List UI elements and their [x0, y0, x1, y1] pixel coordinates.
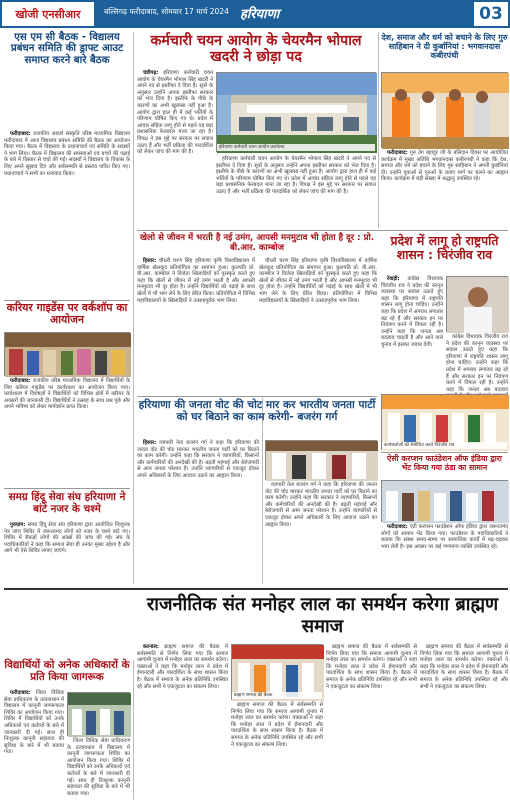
press-meet-photo-image — [266, 441, 378, 481]
hindu-text: समग्र हिंदू सेवा संघ हरियाणा द्वारा आयोजित निःशुल्क नेत्र जांच शिविर में जरूरतमंद लोगों को नजर के चश्मे बांटे गए। शिविर में सैकड़ों लोगों की आंखों की जांच की गई। संघ के पदाधिकारियों ने कहा कि समाज सेवा ही उनका मुख्य उद्देश्य है और आगे भी ऐसे शिविर लगाए जाएंगे। — [4, 522, 130, 555]
brahmin-body-col3 — [326, 644, 417, 798]
newspaper-logo: खोजी एनसीआर — [0, 0, 96, 28]
hindu-headline: समग्र हिंदू सेवा संघ हरियाणा ने बांटे नजर के चश्मे — [8, 491, 126, 515]
kabir-dateline: फरीदाबाद: — [387, 150, 408, 156]
masthead — [0, 0, 510, 28]
cyber-text: एंटी करप्शन फाउंडेशन ऑफ इंडिया द्वारा जरूरतमंद लोगों को सामान भेंट किया गया। फाउंडेशन के पदाधिकारियों ने बताया कि संस्था समय-समय पर सामाजिक कार्यों में बढ़-चढ़कर भाग लेती है। इस अवसर पर कई गणमान्य व्यक्ति उपस्थित रहे। — [381, 524, 508, 550]
career-text: राजकीय वरिष्ठ माध्यमिक विद्यालय में विद्यार्थियों के लिए करियर गाइडेंस पर कार्यशाला का आयोजन किया गया। कार्यशाला में विशेषज्ञों ने विद्यार्थियों को विभिन्न क्षेत्रों में करियर के अवसरों की जानकारी दी। विद्यार्थियों ने उत्साह के साथ प्रश्न पूछे और अपने भविष्य को लेकर मार्गदर्शन प्राप्त किया। — [4, 378, 130, 411]
sms-dateline: फरीदाबाद: — [10, 131, 31, 137]
students-dateline: फरीदाबाद: — [10, 690, 31, 696]
cyber-dateline: फरीदाबाद: — [387, 524, 408, 530]
column-divider — [133, 660, 134, 800]
commission-text-cont: हरियाणा कर्मचारी चयन आयोग के चेयरमैन भोपाल सिंह खदरी ने अपने पद से इस्तीफा दे दिया है। सूत्रों के अनुसार उन्होंने अपना इस्तीफा सरकार को भेज दिया है। इस्तीफे के पीछे के कारणों का अभी खुलासा नहीं हुआ है। आयोग द्वारा हाल ही में कई भर्तियों के परिणाम घोषित किए गए थे। प्रदेश में आचार संहिता लागू होने से पहले यह बड़ा प्रशासनिक फेरबदल माना जा रहा है। विपक्ष ने इस मुद्दे पर सरकार पर सवाल उठाए हैं और भर्ती प्रक्रिया की पारदर्शिता को लेकर जांच की मांग की है। — [216, 156, 376, 195]
sms-headline: एस एम सी बैठक - विद्यालय प्रबंधन समिति की ड्राफ्ट आउट समाप्त करने बारे बैठक — [10, 32, 124, 66]
students-body-col2 — [67, 738, 130, 798]
sports-body-col2 — [259, 258, 377, 394]
career-photo — [4, 332, 130, 376]
commission-dateline: चंडीगढ़: — [143, 70, 159, 76]
sports-dateline: हिसार: — [143, 258, 157, 264]
president-body-col1 — [381, 276, 443, 392]
president-headline: प्रदेश में लागू हो राष्ट्रपति शासन : चिरंजीव राव — [390, 233, 499, 262]
commission-body-col1 — [137, 70, 213, 228]
page-number: 03 — [474, 2, 508, 26]
brahmin-photo-caption: ब्राह्मण समाज की बैठक — [232, 692, 322, 700]
separator — [137, 396, 377, 397]
separator — [4, 588, 508, 590]
students-text: जिला विधिक सेवा प्राधिकरण के तत्वावधान में विद्यालय में कानूनी जागरूकता शिविर का आयोजन किया गया। शिविर में विद्यार्थियों को उनके अधिकारों एवं कर्तव्यों के बारे में जानकारी दी गई। साथ ही निःशुल्क कानूनी सहायता की सुविधा के बारे में भी बताया गया। — [4, 690, 64, 756]
column-divider — [262, 398, 263, 584]
vote-body-col2 — [265, 482, 377, 584]
sms-body — [4, 131, 130, 299]
president-rally-photo — [381, 394, 508, 450]
cyber-body — [381, 524, 508, 584]
date-line: बल्लिगढ़ फरीदाबाद, सोमवार 17 मार्च 2024 — [104, 7, 229, 16]
sms-text: राजकीय आदर्श संस्कृति वरिष्ठ माध्यमिक विद्यालय फरीदाबाद में आज विद्यालय प्रबंधन समिति की बैठक का आयोजन किया गया। बैठक में विद्यालय के प्रधानाचार्य एवं समिति के सदस्यों ने भाग लिया। बैठक में विद्यालय की समस्याओं एवं बच्चों की पढ़ाई के बारे में विस्तार से चर्चा की गई। सदस्यों ने विद्यालय के विकास के लिए अपने सुझाव दिए और सर्वसम्मति से प्रस्ताव पारित किए गए। प्रधानाचार्य ने सभी का धन्यवाद किया। — [4, 131, 130, 177]
sports-text-cont: चौधरी चरण सिंह हरियाणा कृषि विश्वविद्यालय में वार्षिक खेलकूद प्रतियोगिता का समापन हुआ। कुलपति प्रो. बी.आर. काम्बोज ने विजेता खिलाड़ियों को पुरस्कृत करते हुए कहा कि खेलों से जीवन में नई उमंग भरती है और आपसी मनमुटाव भी दूर होता है। उन्होंने विद्यार्थियों को पढ़ाई के साथ खेलों में भी भाग लेने के लिए प्रेरित किया। प्रतियोगिता में विभिन्न महाविद्यालयों के खिलाड़ियों ने उत्साहपूर्वक भाग लिया। — [259, 258, 377, 304]
students-headline: विद्यार्थियों को अनेक अधिकारों के प्रति किया जागरूक — [4, 659, 130, 683]
kabir-body — [381, 150, 508, 228]
separator — [381, 452, 508, 453]
sports-headline: खेलो से जीवन में भरती है नई उमंग, आपसी मनमुटाव भी होता है दूर : प्रो. बी.आर. काम्बोज — [140, 233, 374, 253]
sms-photo — [4, 84, 130, 130]
brahmin-text: ब्राह्मण समाज की बैठक में सर्वसम्मति से निर्णय लिया गया कि समाज आगामी चुनाव में मनोहर लाल का समर्थन करेगा। वक्ताओं ने कहा कि मनोहर लाल ने प्रदेश में ईमानदारी और पारदर्शिता के साथ शासन किया है। बैठक में समाज के अनेक प्रतिनिधि उपस्थित रहे और सभी ने एकजुटता का संकल्प लिया। — [137, 644, 229, 690]
separator — [137, 230, 508, 231]
separator — [4, 488, 130, 489]
vote-photo — [265, 440, 377, 480]
brahmin-text-cont: ब्राह्मण समाज की बैठक में सर्वसम्मति से निर्णय लिया गया कि समाज आगामी चुनाव में मनोहर लाल का समर्थन करेगा। वक्ताओं ने कहा कि मनोहर लाल ने प्रदेश में ईमानदारी और पारदर्शिता के साथ शासन किया है। बैठक में समाज के अनेक प्रतिनिधि उपस्थित रहे और सभी ने एकजुटता का संकल्प लिया। — [231, 702, 323, 748]
president-photo-caption: कार्यकर्ताओं को संबोधित करते चिरंजीव राव — [382, 442, 507, 450]
commission-text: हरियाणा कर्मचारी चयन आयोग के चेयरमैन भोपाल सिंह खदरी ने अपने पद से इस्तीफा दे दिया है। सूत्रों के अनुसार उन्होंने अपना इस्तीफा सरकार को भेज दिया है। इस्तीफे के पीछे के कारणों का अभी खुलासा नहीं हुआ है। आयोग द्वारा हाल ही में कई भर्तियों के परिणाम घोषित किए गए थे। प्रदेश में आचार संहिता लागू होने से पहले यह बड़ा प्रशासनिक फेरबदल माना जा रहा है। विपक्ष ने इस मुद्दे पर सरकार पर सवाल उठाए हैं और भर्ती प्रक्रिया की पारदर्शिता को लेकर जांच की मांग की है। — [137, 70, 213, 156]
students-photo — [67, 692, 130, 736]
students-text-cont: जिला विधिक सेवा प्राधिकरण के तत्वावधान में विद्यालय में कानूनी जागरूकता शिविर का आयोजन किया गया। शिविर में विद्यार्थियों को उनके अधिकारों एवं कर्तव्यों के बारे में जानकारी दी गई। साथ ही निःशुल्क कानूनी सहायता की सुविधा के बारे में भी बताया गया। — [67, 738, 130, 797]
sports-text: चौधरी चरण सिंह हरियाणा कृषि विश्वविद्यालय में वार्षिक खेलकूद प्रतियोगिता का समापन हुआ। कुलपति प्रो. बी.आर. काम्बोज ने विजेता खिलाड़ियों को पुरस्कृत करते हुए कहा कि खेलों से जीवन में नई उमंग भरती है और आपसी मनमुटाव भी दूर होता है। उन्होंने विद्यार्थियों को पढ़ाई के साथ खेलों में भी भाग लेने के लिए प्रेरित किया। प्रतियोगिता में विभिन्न महाविद्यालयों के खिलाड़ियों ने उत्साहपूर्वक भाग लिया। — [137, 258, 255, 304]
kabir-headline: देश, समाज और धर्म को बचाने के लिए गुरु साहिबान ने दी कुर्बानियां : भगवानदास कबीरपंथी — [381, 33, 508, 60]
kabir-text: गुरु तेग बहादुर जी के बलिदान दिवस पर आयोजित कार्यक्रम में मुख्य अतिथि भगवानदास कबीरपंथी ने कहा कि देश, समाज और धर्म को बचाने के लिए गुरु साहिबान ने अपनी कुर्बानियां दीं। उन्होंने युवाओं से गुरुओं के बताए मार्ग पर चलने का आह्वान किया। कार्यक्रम में बड़ी संख्या में श्रद्धालु उपस्थित रहे। — [381, 150, 508, 183]
kabir-photo — [381, 72, 508, 148]
students-body-col1 — [4, 690, 64, 798]
column-divider — [378, 32, 379, 228]
brahmin-text-cont3: ब्राह्मण समाज की बैठक में सर्वसम्मति से निर्णय लिया गया कि समाज आगामी चुनाव में मनोहर लाल का समर्थन करेगा। वक्ताओं ने कहा कि मनोहर लाल ने प्रदेश में ईमानदारी और पारदर्शिता के साथ शासन किया है। बैठक में समाज के अनेक प्रतिनिधि उपस्थित रहे और सभी ने एकजुटता का संकल्प लिया। — [420, 644, 508, 690]
cyber-photo — [381, 480, 508, 522]
commission-headline: कर्मचारी चयन आयोग के चेयरमैन भोपाल खदरी ने छोड़ा पद — [150, 33, 362, 65]
brahmin-body-col4 — [420, 644, 508, 798]
meeting-photo-image — [4, 84, 130, 130]
brahmin-headline: राजनीतिक संत मनोहर लाल का समर्थन करेगा ब्राह्मण समाज — [146, 594, 499, 637]
section-title: हरियाणा — [240, 7, 280, 22]
commission-building-image — [217, 73, 377, 153]
politician-portrait-image — [447, 277, 509, 333]
workshop-photo-image — [5, 333, 131, 377]
career-dateline: फरीदाबाद: — [10, 378, 31, 384]
commission-photo — [216, 72, 376, 152]
column-divider — [133, 32, 134, 584]
cyber-headline: ऐसी करप्शन फाउंडेशन ऑफ इंडिया द्वारा भेंट किया गया ठंडा का सामान — [387, 454, 502, 472]
sports-body-col1 — [137, 258, 255, 394]
hindu-dateline: गुरुग्राम: — [10, 522, 26, 528]
ceremony-photo-image — [382, 73, 509, 149]
vote-dateline: हिसार: — [143, 440, 157, 446]
brahmin-body-col2 — [231, 702, 323, 798]
brahmin-dateline: करनाल: — [143, 644, 159, 650]
career-headline: करियर गाइडेंस पर वर्कशॉप का आयोजन — [6, 301, 128, 327]
commission-photo-caption: हरियाणा कर्मचारी चयन आयोग कार्यालय — [217, 144, 375, 152]
president-text-cont: कांग्रेस विधायक चिरंजीव राव ने प्रदेश की कानून व्यवस्था पर सवाल उठाते हुए कहा कि हरियाणा में राष्ट्रपति शासन लागू होना चाहिए। उन्होंने कहा कि प्रदेश में अपराध लगातार बढ़ रहे हैं और सरकार इन पर नियंत्रण करने में विफल रही है। उन्होंने कहा कि जनता अब बदलाव — [446, 334, 508, 393]
president-photo — [446, 276, 508, 332]
vote-text-cont: व्यापारी नेता बजरंग गर्ग ने कहा कि हरियाणा की जनता वोट की चोट मारकर भारतीय जनता पार्टी को घर बिठाने का काम करेगी। उन्होंने कहा कि सरकार ने व्यापारियों, किसानों और कर्मचारियों की अनदेखी की है। बढ़ती महंगाई और बेरोजगारी से आम जनता परेशान है। उन्होंने व्यापारियों से एकजुट होकर अपने अधिकारों के लिए आवाज उठाने का आह्वान किया। — [265, 482, 377, 528]
brahmin-photo — [231, 644, 323, 700]
brahmin-body-col1 — [137, 644, 228, 798]
classroom-photo-image — [68, 693, 131, 737]
hindu-body — [4, 522, 130, 584]
vote-headline: हरियाणा की जनता वोट की चोट मार कर भारतीय जनता पार्टी को घर बिठाने का काम करेगी- बजरंग गर्ग — [138, 399, 376, 423]
president-body-col2 — [446, 334, 508, 392]
vote-body-col1 — [137, 440, 259, 584]
brahmin-text-cont2: ब्राह्मण समाज की बैठक में सर्वसम्मति से निर्णय लिया गया कि समाज आगामी चुनाव में मनोहर लाल का समर्थन करेगा। वक्ताओं ने कहा कि मनोहर लाल ने प्रदेश में ईमानदारी और पारदर्शिता के साथ शासन किया है। बैठक में समाज के अनेक प्रतिनिधि उपस्थित रहे और सभी ने एकजुटता का संकल्प लिया। — [326, 644, 417, 690]
commission-body-col2 — [216, 156, 376, 228]
career-body — [4, 378, 130, 486]
donation-photo-image — [382, 481, 509, 523]
vote-text: व्यापारी नेता बजरंग गर्ग ने कहा कि हरियाणा की जनता वोट की चोट मारकर भारतीय जनता पार्टी को घर बिठाने का काम करेगी। उन्होंने कहा कि सरकार ने व्यापारियों, किसानों और कर्मचारियों की अनदेखी की है। बढ़ती महंगाई और बेरोजगारी से आम जनता परेशान है। उन्होंने व्यापारियों से एकजुट होकर अपने अधिकारों के लिए आवाज उठाने का आह्वान किया। — [137, 440, 259, 479]
president-dateline: रेवाड़ी: — [387, 276, 400, 282]
president-text: कांग्रेस विधायक चिरंजीव राव ने प्रदेश की कानून व्यवस्था पर सवाल उठाते हुए कहा कि हरियाणा में राष्ट्रपति शासन लागू होना चाहिए। उन्होंने कहा कि प्रदेश में अपराध लगातार बढ़ रहे हैं और सरकार इन पर नियंत्रण करने में विफल रही है। उन्होंने कहा कि जनता अब बदलाव चाहती है और आने वाले चुनाव में इसका जवाब देगी। — [381, 276, 443, 348]
